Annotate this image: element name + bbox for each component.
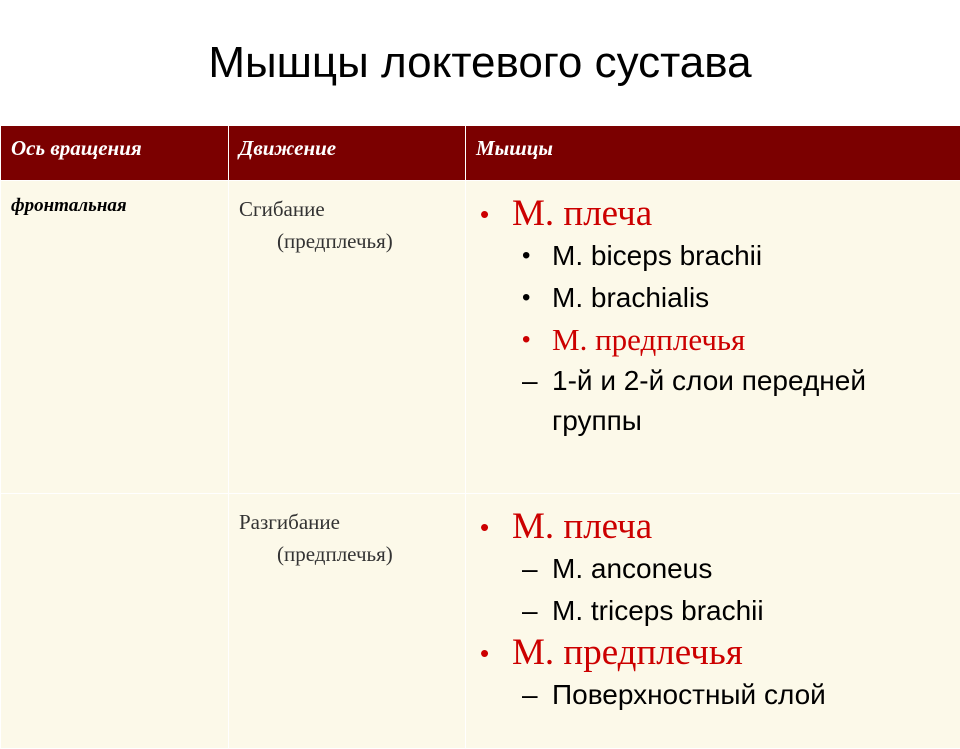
muscle-group-label: М. предплечья — [512, 632, 743, 673]
table-row-extension — [1, 494, 960, 749]
movement-sublabel: (предплечья) — [239, 225, 455, 257]
muscle-item — [476, 319, 954, 361]
bullet-icon: • — [480, 506, 489, 548]
header-muscles: Мышцы — [466, 126, 960, 181]
table-header-row — [1, 126, 960, 181]
table-row-flexion — [1, 181, 960, 494]
header-movement: Движение — [229, 126, 466, 181]
muscle-label: М. предплечья — [552, 322, 745, 357]
movement-label: Разгибание — [239, 510, 340, 534]
muscle-label: M. brachialis — [552, 282, 709, 313]
bullet-icon: • — [480, 193, 489, 235]
movement-sublabel: (предплечья) — [239, 538, 455, 570]
bullet-icon: • — [522, 235, 530, 277]
dash-icon: – — [522, 361, 538, 401]
movement-label: Сгибание — [239, 197, 325, 221]
movement-cell — [229, 494, 466, 749]
slide-title: Мышцы локтевого сустава — [0, 38, 960, 88]
dash-icon: – — [522, 548, 538, 590]
muscles-cell — [466, 494, 960, 749]
muscle-item — [476, 548, 954, 590]
muscle-label: M. triceps brachii — [552, 595, 764, 626]
muscle-group-item — [476, 506, 954, 548]
muscle-label: M. anconeus — [552, 553, 712, 584]
muscle-label: 1-й и 2-й слои передней группы — [552, 365, 866, 436]
muscle-group-label: М. плеча — [512, 506, 652, 547]
dash-icon: – — [522, 590, 538, 632]
muscle-group-label: М. плеча — [512, 193, 652, 234]
movement-cell — [229, 181, 466, 494]
muscle-group-item — [476, 193, 954, 235]
muscles-table — [0, 125, 960, 749]
bullet-icon: • — [522, 277, 530, 319]
muscle-item — [476, 235, 954, 277]
muscles-cell — [466, 181, 960, 494]
muscle-item — [476, 277, 954, 319]
muscle-item — [476, 361, 954, 441]
header-axis: Ось вращения — [1, 126, 229, 181]
bullet-icon: • — [522, 319, 530, 361]
muscle-label: M. biceps brachii — [552, 240, 762, 271]
bullet-icon: • — [480, 632, 489, 674]
dash-icon: – — [522, 674, 538, 716]
muscle-item — [476, 674, 954, 716]
axis-label: фронтальная — [11, 195, 127, 216]
muscle-item — [476, 590, 954, 632]
muscle-group-item — [476, 632, 954, 674]
axis-cell — [1, 181, 229, 494]
axis-cell — [1, 494, 229, 749]
muscle-label: Поверхностный слой — [552, 679, 826, 710]
